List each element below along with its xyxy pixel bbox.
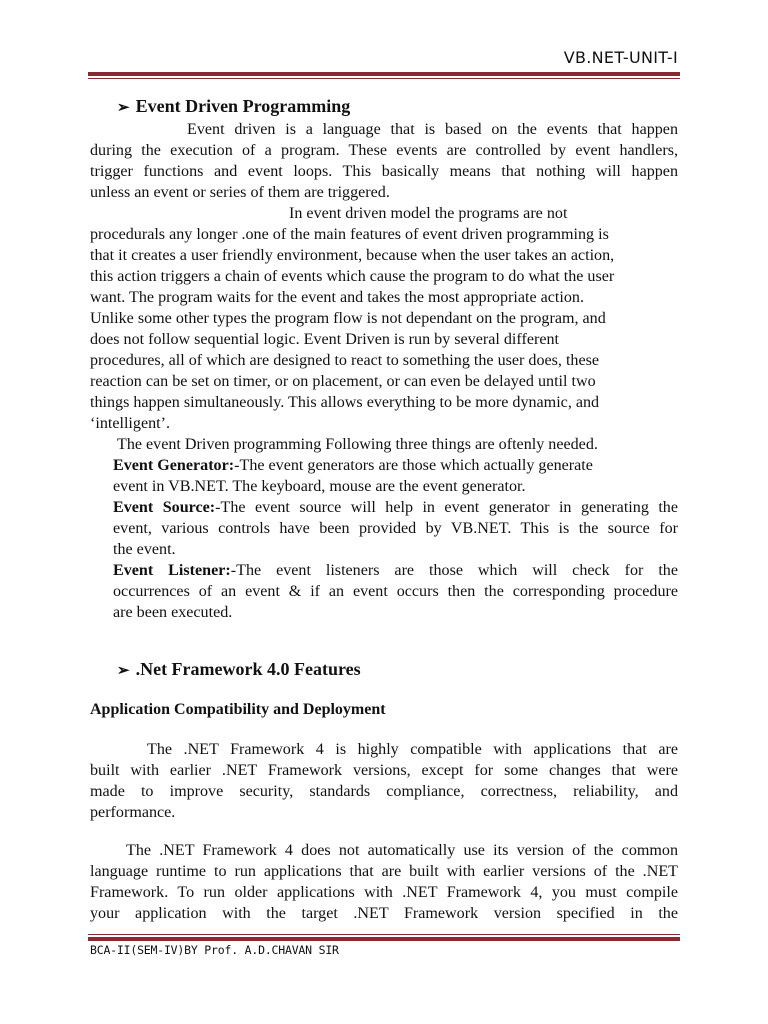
para-line: Framework. To run older applications with .NET Framework 4, you must compile (90, 884, 678, 901)
para-line: reaction can be set on timer, or on placement, or can even be delayed until two (90, 373, 596, 390)
para-line: that it creates a user friendly environment, because when the user takes an action, (90, 247, 615, 264)
running-header: VB.NET-UNIT-I (563, 48, 678, 67)
event-source-line: Event Source:-The event source will help in event generator in generating the (113, 499, 678, 516)
para-line: ‘intelligent’. (90, 415, 170, 432)
para-line: unless an event or series of them are triggered. (90, 184, 390, 201)
arrow-bullet-icon: ➢ (117, 663, 130, 679)
para-line: does not follow sequential logic. Event Driven is run by several different (90, 331, 559, 348)
subheading: Application Compatibility and Deployment (90, 701, 386, 718)
para-line: language runtime to run applications that are built with earlier versions of the .NET (90, 863, 678, 880)
arrow-bullet-icon: ➢ (117, 100, 130, 116)
para-line: performance. (90, 804, 176, 821)
para-line: Unlike some other types the program flow is not dependant on the program, and (90, 310, 606, 327)
event-generator-line: Event Generator:-The event generators are those which actually generate (113, 457, 593, 474)
term-event-listener: Event Listener: (113, 562, 231, 579)
header-rule (88, 72, 680, 76)
para-line: The .NET Framework 4 does not automatically use its version of the common (126, 842, 678, 859)
footer-rule-thin (88, 934, 680, 935)
event-listener-line: Event Listener:-The event listeners are those which will check for the (113, 562, 679, 579)
running-footer: BCA-II(SEM-IV)BY Prof. A.D.CHAVAN SIR (90, 943, 339, 957)
footer-rule (88, 937, 680, 941)
para-line: event in VB.NET. The keyboard, mouse are the event generator. (113, 478, 526, 495)
para-line: occurrences of an event & if an event occurs then the corresponding procedure (113, 583, 678, 600)
para-line: your application with the target .NET Framework version specified in the (90, 905, 678, 922)
para-line: procedures, all of which are designed to react to something the user does, these (90, 352, 600, 369)
para-line: procedurals any longer .one of the main features of event driven programming is (90, 226, 609, 243)
section-heading-net-framework: ➢ .Net Framework 4.0 Features (117, 659, 361, 679)
header-rule-thin (88, 78, 680, 79)
para-line: built with earlier .NET Framework versions, except for some changes that were (90, 762, 678, 779)
para-line: things happen simultaneously. This allows everything to be more dynamic, and (90, 394, 600, 411)
para-line: want. The program waits for the event and takes the most appropriate action. (90, 289, 584, 306)
list-intro: The event Driven programming Following three things are oftenly needed. (117, 436, 598, 453)
para-line: trigger functions and event loops. This basically means that nothing will happen (90, 163, 678, 180)
para-line: event, various controls have been provided by VB.NET. This is the source for (113, 520, 678, 537)
para-line: are been executed. (113, 604, 233, 621)
para-line: during the execution of a program. These events are controlled by event handlers, (90, 142, 678, 159)
term-event-source: Event Source: (113, 499, 216, 516)
para-line: the event. (113, 541, 176, 558)
term-event-generator: Event Generator: (113, 457, 235, 474)
para-line: The .NET Framework 4 is highly compatible with applications that are (147, 741, 678, 758)
para-line: this action triggers a chain of events which cause the program to do what the user (90, 268, 615, 285)
para-line: Event driven is a language that is based on the events that happen (187, 121, 678, 138)
section-heading-event-driven: ➢ Event Driven Programming (117, 96, 351, 116)
para-line: In event driven model the programs are not (289, 205, 568, 222)
para-line: made to improve security, standards compliance, correctness, reliability, and (90, 783, 678, 800)
